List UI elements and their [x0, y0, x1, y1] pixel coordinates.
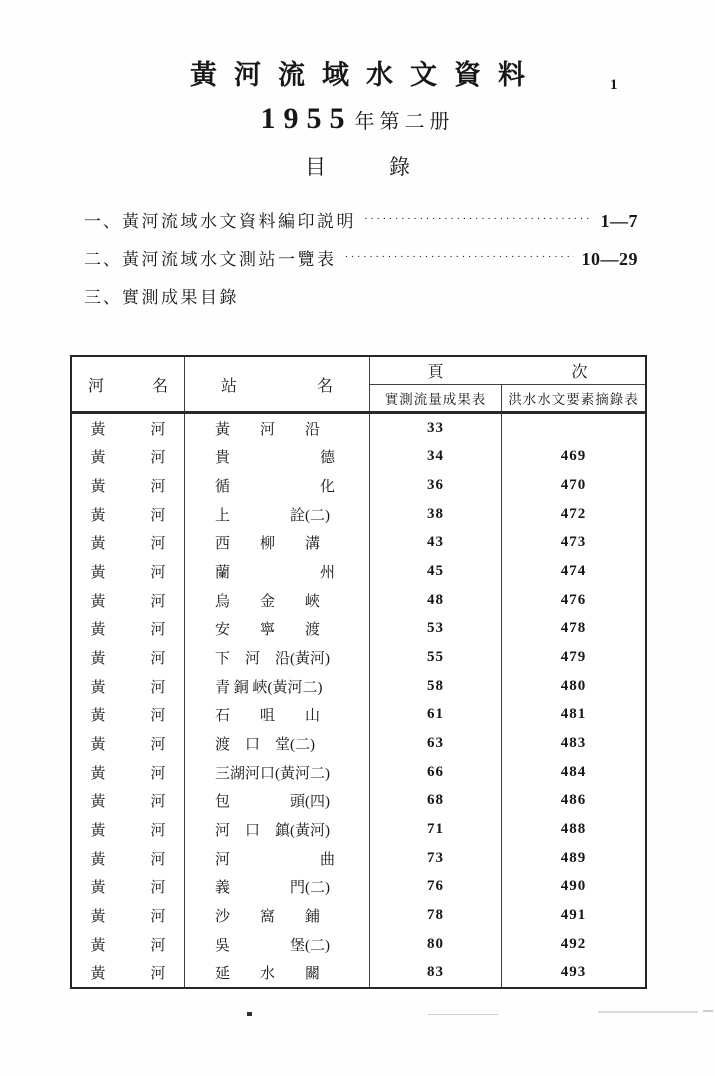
river-cell: 黃 河 — [72, 815, 185, 844]
contents-table — [70, 355, 647, 989]
station-cell: 延 水 關 — [185, 958, 370, 987]
flood-page-cell: 472 — [560, 505, 587, 522]
flow-page-cell: 36 — [370, 471, 502, 500]
table-row — [72, 787, 645, 816]
flow-page-cell: 33 — [370, 414, 502, 443]
header-page-group — [370, 357, 645, 411]
flood-page-cell: 480 — [560, 677, 587, 694]
river-cell: 黃 河 — [72, 643, 185, 672]
station-cell: 沙 窩 鋪 — [185, 901, 370, 930]
station-cell: 西 柳 溝 — [185, 529, 370, 558]
river-cell: 黃 河 — [72, 615, 185, 644]
subtitle-year: 1955 — [260, 102, 353, 135]
toc-item-pages: 10—29 — [581, 249, 638, 269]
table-body — [72, 414, 645, 987]
river-cell: 黃 河 — [72, 729, 185, 758]
toc-heading: 目 錄 — [305, 155, 410, 179]
table-row — [72, 873, 645, 902]
station-cell: 河 曲 — [185, 844, 370, 873]
toc-item-index: 二、 — [84, 250, 122, 269]
river-cell: 黃 河 — [72, 758, 185, 787]
flow-page-cell: 71 — [370, 815, 502, 844]
flood-page-cell: 483 — [560, 735, 587, 752]
flow-page-cell: 63 — [370, 729, 502, 758]
header-station-name: 站 名 — [185, 357, 370, 411]
flood-page-cell: 489 — [560, 849, 587, 866]
flood-page-cell: 484 — [560, 763, 587, 780]
station-cell: 義 門(二) — [185, 873, 370, 902]
table-row — [72, 443, 645, 472]
toc-item-label: 實測成果目錄 — [122, 288, 239, 307]
station-cell: 三湖河口(黃河二) — [185, 758, 370, 787]
flood-page-cell: 478 — [560, 620, 587, 637]
station-cell: 吳 堡(二) — [185, 930, 370, 959]
flood-page-cell: 481 — [560, 706, 587, 723]
table-row — [72, 414, 645, 443]
toc-item — [84, 207, 638, 229]
dot-leader — [345, 251, 574, 263]
header-flow-results: 實測流量成果表 — [370, 385, 502, 411]
table-row — [72, 815, 645, 844]
header-page-subcolumns — [370, 385, 645, 411]
table-row — [72, 672, 645, 701]
flood-page-cell: 474 — [560, 563, 587, 580]
station-cell: 烏 金 峽 — [185, 586, 370, 615]
table-row — [72, 729, 645, 758]
table-row — [72, 586, 645, 615]
flood-page-cell: 488 — [560, 821, 587, 838]
river-cell: 黃 河 — [72, 701, 185, 730]
river-cell: 黃 河 — [72, 471, 185, 500]
flood-page-cell: 491 — [560, 906, 587, 923]
flow-page-cell: 58 — [370, 672, 502, 701]
table-row — [72, 529, 645, 558]
station-cell: 蘭 州 — [185, 557, 370, 586]
flow-page-cell: 48 — [370, 586, 502, 615]
flow-page-cell: 78 — [370, 901, 502, 930]
page-number: 1 — [610, 77, 618, 93]
scan-artifact — [428, 1014, 498, 1015]
flood-page-cell — [502, 414, 645, 443]
river-cell: 黃 河 — [72, 443, 185, 472]
table-row — [72, 844, 645, 873]
flow-page-cell: 34 — [370, 443, 502, 472]
table-row — [72, 701, 645, 730]
table-row — [72, 643, 645, 672]
flow-page-cell: 53 — [370, 615, 502, 644]
river-cell: 黃 河 — [72, 873, 185, 902]
flow-page-cell: 61 — [370, 701, 502, 730]
table-row — [72, 758, 645, 787]
river-cell: 黃 河 — [72, 557, 185, 586]
river-cell: 黃 河 — [72, 787, 185, 816]
document-title: 黃河流域水文資料 — [190, 60, 542, 90]
table-row — [72, 471, 645, 500]
station-cell: 河 口 鎮(黃河) — [185, 815, 370, 844]
flood-page-cell: 469 — [560, 448, 587, 465]
flood-page-cell: 470 — [560, 477, 587, 494]
station-cell: 下 河 沿(黃河) — [185, 643, 370, 672]
toc-item-label: 黃河流域水文資料編印説明 — [122, 212, 356, 231]
scan-artifact — [247, 1012, 252, 1016]
river-cell: 黃 河 — [72, 844, 185, 873]
station-cell: 黃 河 沿 — [185, 414, 370, 443]
river-cell: 黃 河 — [72, 586, 185, 615]
flood-page-cell: 493 — [560, 964, 587, 981]
station-cell: 石 咀 山 — [185, 701, 370, 730]
flood-page-cell: 492 — [560, 935, 587, 952]
flow-page-cell: 73 — [370, 844, 502, 873]
header-page-number: 頁 次 — [370, 357, 645, 385]
river-cell: 黃 河 — [72, 414, 185, 443]
flood-page-cell: 479 — [560, 649, 587, 666]
toc-item-label: 黃河流域水文測站一覽表 — [122, 250, 337, 269]
flow-page-cell: 83 — [370, 958, 502, 987]
river-cell: 黃 河 — [72, 901, 185, 930]
flow-page-cell: 66 — [370, 758, 502, 787]
flow-page-cell: 76 — [370, 873, 502, 902]
station-cell: 安 寧 渡 — [185, 615, 370, 644]
table-row — [72, 500, 645, 529]
toc-item-index: 一、 — [84, 212, 122, 231]
table-header — [72, 357, 645, 414]
flood-page-cell: 476 — [560, 591, 587, 608]
station-cell: 貴 德 — [185, 443, 370, 472]
document-subtitle — [0, 102, 715, 136]
flow-page-cell: 55 — [370, 643, 502, 672]
flow-page-cell: 80 — [370, 930, 502, 959]
station-cell: 包 頭(四) — [185, 787, 370, 816]
toc-item — [84, 283, 638, 305]
flow-page-cell: 68 — [370, 787, 502, 816]
toc-item-pages: 1—7 — [600, 211, 638, 231]
subtitle-volume: 年第二册 — [354, 111, 455, 133]
station-cell: 上 詮(二) — [185, 500, 370, 529]
flood-page-cell: 486 — [560, 792, 587, 809]
table-row — [72, 901, 645, 930]
toc-item-index: 三、 — [84, 288, 122, 307]
flood-page-cell: 473 — [560, 534, 587, 551]
flow-page-cell: 38 — [370, 500, 502, 529]
river-cell: 黃 河 — [72, 958, 185, 987]
station-cell: 青 銅 峽(黃河二) — [185, 672, 370, 701]
river-cell: 黃 河 — [72, 500, 185, 529]
river-cell: 黃 河 — [72, 529, 185, 558]
toc-list — [84, 207, 638, 305]
flood-page-cell: 490 — [560, 878, 587, 895]
station-cell: 循 化 — [185, 471, 370, 500]
table-row — [72, 930, 645, 959]
flow-page-cell: 45 — [370, 557, 502, 586]
toc-item — [84, 245, 638, 267]
header-river-name: 河 名 — [72, 357, 185, 411]
table-row — [72, 958, 645, 987]
table-row — [72, 615, 645, 644]
table-row — [72, 557, 645, 586]
flow-page-cell: 43 — [370, 529, 502, 558]
header-flood-extract: 洪水水文要素摘錄表 — [508, 392, 639, 407]
scan-artifact — [703, 1010, 713, 1012]
river-cell: 黃 河 — [72, 930, 185, 959]
station-cell: 渡 口 堂(二) — [185, 729, 370, 758]
scan-artifact — [598, 1011, 698, 1013]
dot-leader — [364, 213, 593, 225]
river-cell: 黃 河 — [72, 672, 185, 701]
